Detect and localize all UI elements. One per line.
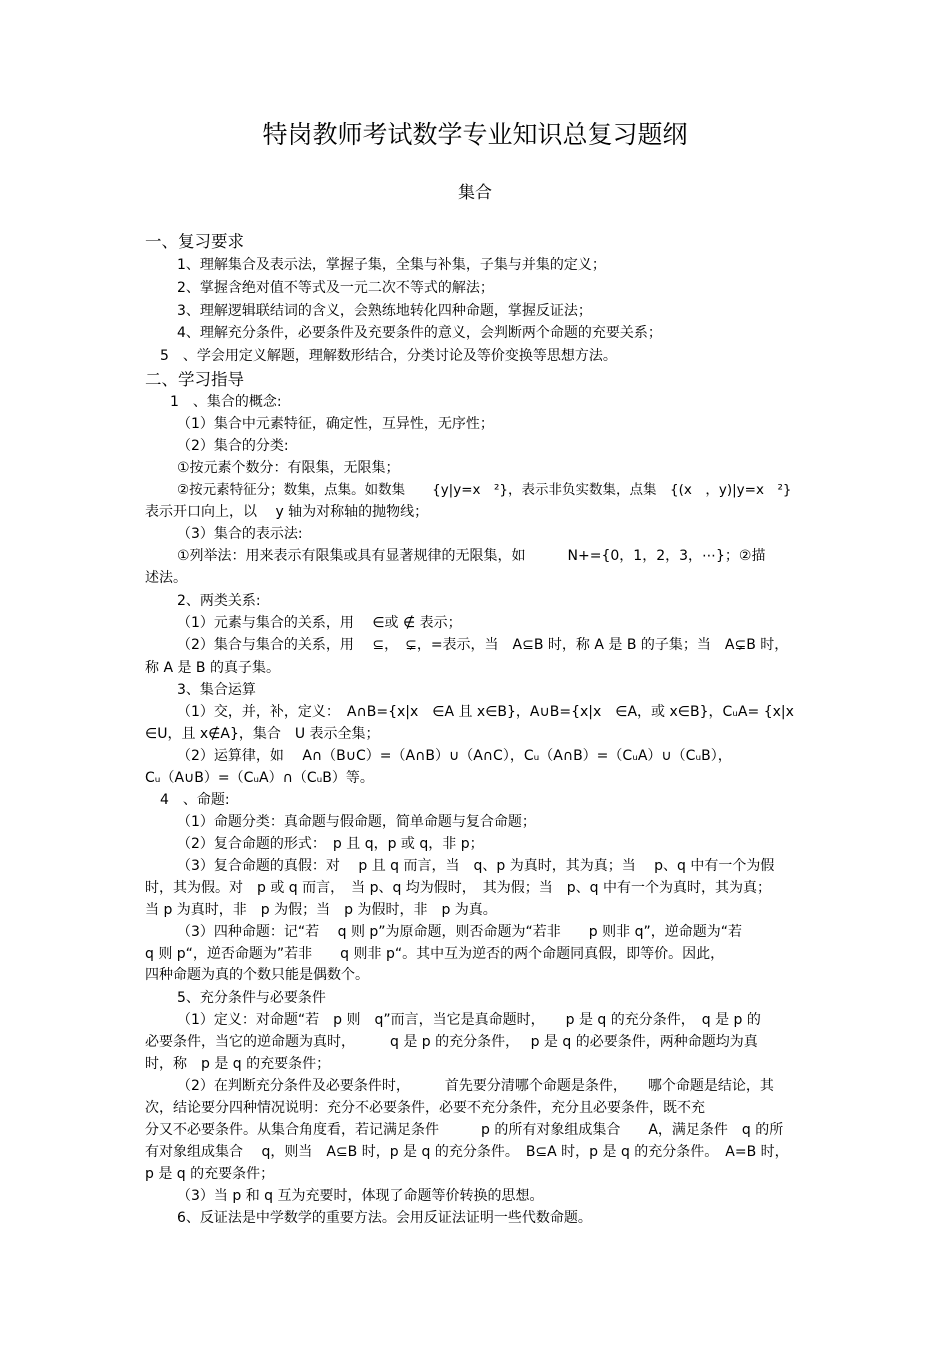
text-line: 2、掌握含绝对值不等式及一元二次不等式的解法； <box>177 280 494 296</box>
text-line: 称 A 是 B 的真子集。 <box>145 660 280 676</box>
text-line: （3）四种命题：记“若 q 则 p”为原命题，则否命题为“若非 p 则非 q”，逆命题为“若 <box>177 924 742 940</box>
text-line: （2）复合命题的形式： p 且 q，p 或 q，非 p； <box>177 836 484 852</box>
text-line: （1）交，并，补，定义： A∩B={x|x ∈A 且 x∈B}，A∪B={x|x ∈A，或 x∈B}，CᵤA= {x|x <box>177 704 794 720</box>
text-line: （2）集合的分类: <box>177 438 289 454</box>
text-line: （1）元素与集合的关系，用 ∈或 ∉ 表示； <box>177 615 462 631</box>
text-line: 次，结论要分四种情况说明：充分不必要条件，必要不充分条件，充分且必要条件，既不充 <box>145 1100 705 1116</box>
text-line: 有对象组成集合 q，则当 A⊆B 时，p 是 q 的充分条件。 B⊆A 时，p 是 q 的充分条件。 A=B 时， <box>145 1144 789 1160</box>
text-line: 5 、学会用定义解题，理解数形结合，分类讨论及等价变换等思想方法。 <box>160 348 617 364</box>
text-line: 3、集合运算 <box>177 682 256 698</box>
text-line: 述法。 <box>145 570 187 586</box>
text-line: ①按元素个数分：有限集，无限集； <box>177 460 400 476</box>
document-title: 特岗教师考试数学专业知识总复习题纲 <box>262 120 688 149</box>
text-line: 必要条件，当它的逆命题为真时， q 是 p 的充分条件， p 是 q 的必要条件，两种命题均为真 <box>145 1034 758 1050</box>
text-line: Cᵤ（A∪B）=（CᵤA）∩（CᵤB）等。 <box>145 770 374 786</box>
document-subtitle: 集合 <box>458 183 492 203</box>
text-line: ②按元素特征分；数集，点集。如数集 {y|y=x ²}，表示非负实数集，点集 {(x ，y)|y=x ²} <box>177 482 792 498</box>
text-line: 4 、命题: <box>160 792 230 808</box>
text-line: 6、反证法是中学数学的重要方法。会用反证法证明一些代数命题。 <box>177 1210 592 1226</box>
text-line: （2）在判断充分条件及必要条件时， 首先要分清哪个命题是条件， 哪个命题是结论，其 <box>177 1078 774 1094</box>
text-line: （2）集合与集合的关系，用 ⊆， ⊊，=表示，当 A⊆B 时，称 A 是 B 的子集；当 A⊊B 时， <box>177 637 789 653</box>
text-line: 2、两类关系: <box>177 593 261 609</box>
text-line: 1、理解集合及表示法，掌握子集，全集与补集，子集与并集的定义； <box>177 257 606 273</box>
section-heading: 一、复习要求 <box>145 232 244 251</box>
text-line: p 是 q 的充要条件； <box>145 1166 275 1182</box>
text-line: （3）当 p 和 q 互为充要时，体现了命题等价转换的思想。 <box>177 1188 544 1204</box>
text-line: 3、理解逻辑联结词的含义，会熟练地转化四种命题，掌握反证法； <box>177 303 592 319</box>
text-line: 当 p 为真时，非 p 为假；当 p 为假时，非 p 为真。 <box>145 902 497 918</box>
text-line: q 则 p“，逆否命题为”若非 q 则非 p“。其中互为逆否的两个命题同真假，即等价。因此， <box>145 946 725 962</box>
text-line: 时，称 p 是 q 的充要条件； <box>145 1056 331 1072</box>
text-line: 1 、集合的概念: <box>170 394 282 410</box>
text-line: 表示开口向上，以 y 轴为对称轴的抛物线； <box>145 504 429 520</box>
text-line: （1）集合中元素特征，确定性，互异性，无序性； <box>177 416 494 432</box>
text-line: （2）运算律，如 A∩（B∪C）=（A∩B）∪（A∩C），Cᵤ（A∩B）=（CᵤA）∪（CᵤB）， <box>177 748 732 764</box>
text-line: 分又不必要条件。从集合角度看，若记满足条件 p 的所有对象组成集合 A，满足条件 q 的所 <box>145 1122 784 1138</box>
text-line: （3）复合命题的真假：对 p 且 q 而言，当 q、p 为真时，其为真；当 p、q 中有一个为假 <box>177 858 775 874</box>
text-line: ①列举法：用来表示有限集或具有显著规律的无限集，如 N+={0，1，2，3，⋯}；②描 <box>177 548 766 564</box>
text-line: （1）定义：对命题“若 p 则 q”而言，当它是真命题时， p 是 q 的充分条件， q 是 p 的 <box>177 1012 761 1028</box>
section-heading: 二、学习指导 <box>145 370 244 389</box>
text-line: 4、理解充分条件，必要条件及充要条件的意义，会判断两个命题的充要关系； <box>177 325 662 341</box>
text-line: 5、充分条件与必要条件 <box>177 990 326 1006</box>
text-line: （1）命题分类：真命题与假命题，简单命题与复合命题； <box>177 814 536 830</box>
text-line: （3）集合的表示法: <box>177 526 303 542</box>
text-line: 四种命题为真的个数只能是偶数个。 <box>145 967 369 983</box>
text-line: ∈U，且 x∉A}，集合 U 表示全集； <box>145 726 380 742</box>
text-line: 时，其为假。对 p 或 q 而言， 当 p、q 均为假时， 其为假；当 p、q 中有一个为真时，其为真； <box>145 880 772 896</box>
